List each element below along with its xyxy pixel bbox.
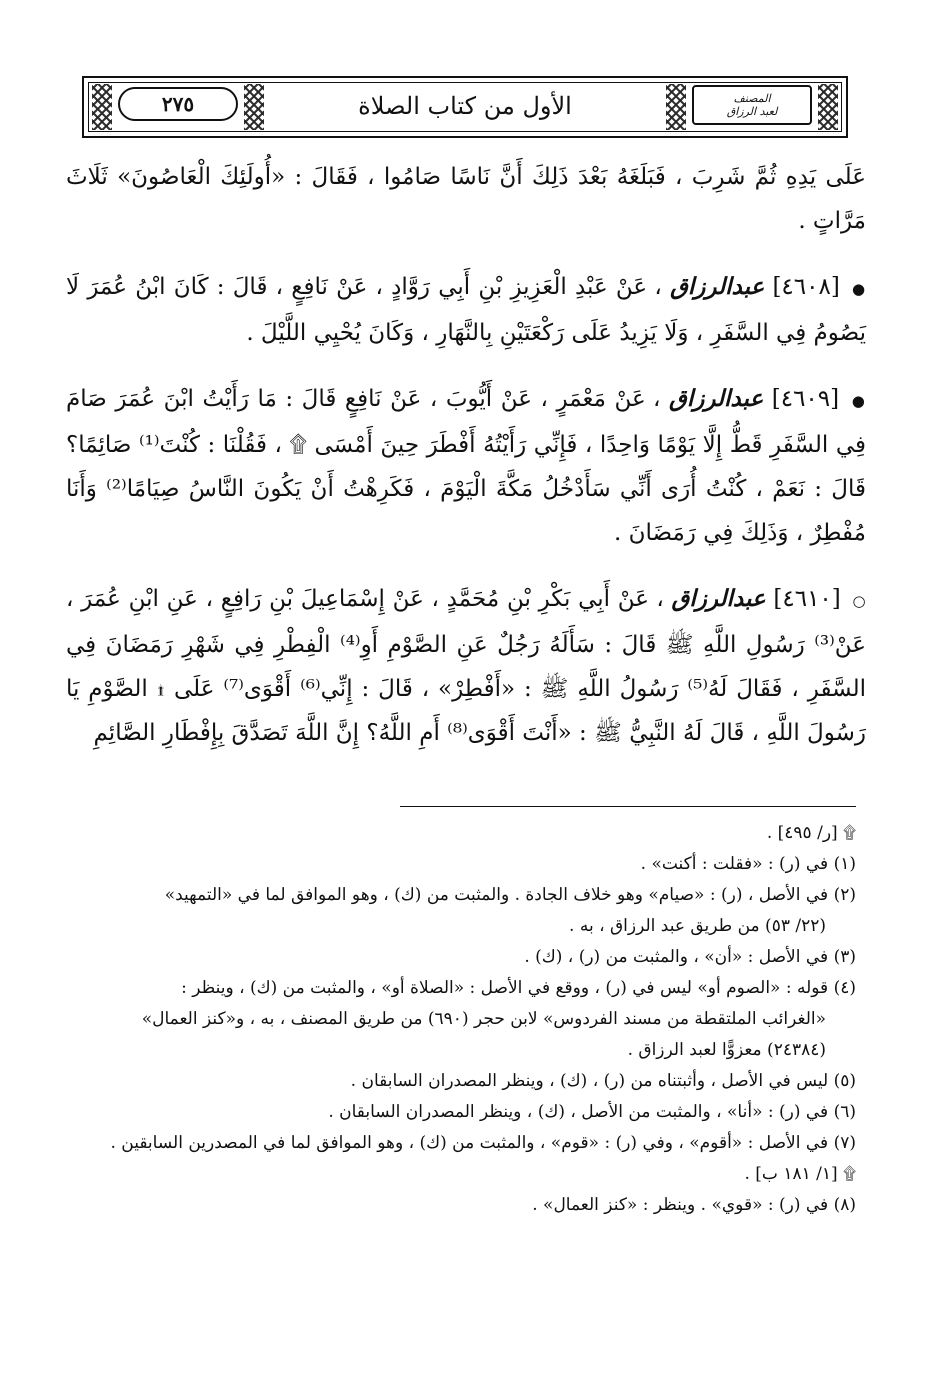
ring-icon: ○ — [852, 592, 867, 610]
hadith-number: [٤٦٠٩] — [771, 386, 840, 412]
footnote: (١) في (ر) : «فقلت : أكنت» . — [640, 854, 856, 874]
hadith-4609 — [66, 377, 866, 555]
page-header — [82, 76, 848, 138]
ornament-right-inner — [666, 84, 686, 130]
hadith-4610 — [66, 577, 866, 755]
narrator-name: عبدالرزاق — [669, 385, 764, 412]
footnote: (٦) في (ر) : «أنا» ، والمثبت من الأصل ، (ك) ، وينظر المصدران السابقان . — [328, 1102, 856, 1122]
footnotes — [74, 818, 856, 1221]
bullet-icon: ● — [852, 280, 867, 298]
ornament-right-outer — [818, 84, 838, 130]
hadith-4608 — [66, 265, 866, 355]
hadith-text: ، عَنْ عَبْدِ الْعَزِيزِ بْنِ أَبِي رَوَّادٍ ، عَنْ نَافِعٍ ، قَالَ : كَانَ ابْنُ عُمَرَ لَا يَصُومُ فِي السَّفَرِ ، وَلَا يَزِيدُ عَلَى رَكْعَتَيْنِ بِالنَّهَارِ ، وَكَانَ يُحْيِي اللَّيْلَ . — [66, 274, 866, 346]
ornament-left-inner — [244, 84, 264, 130]
footnote-continuation: «الغرائب الملتقطة من مسند الفردوس» لابن حجر (٦٩٠) من طريق المصنف ، به ، و«كنز العمال» — [141, 1009, 826, 1029]
main-text — [66, 155, 866, 777]
footnote: (٢) في الأصل ، (ر) : «صيام» وهو خلاف الجادة . والمثبت من (ك) ، وهو الموافق لما في «التمهيد» — [164, 885, 856, 905]
hadith-text: ، عَنْ مَعْمَرٍ ، عَنْ أَيُّوبَ ، عَنْ نَافِعٍ قَالَ : مَا رَأَيْتُ ابْنَ عُمَرَ صَامَ فِي السَّفَرِ قَطُّ إِلَّا يَوْمًا وَاحِدًا ، فَإِنِّي رَأَيْتُهُ أَفْطَرَ حِينَ أَمْسَى ۩ ، فَقُلْنَا : كُنْتَ⁽¹⁾ صَائِمًا؟ قَالَ : نَعَمْ ، كُنْتُ أُرَى أَنِّي سَأَدْخُلُ مَكَّةَ الْيَوْمَ ، فَكَرِهْتُ أَنْ يَكُونَ النَّاسُ صِيَامًا⁽²⁾ وَأَنَا مُفْطِرٌ ، وَذَلِكَ فِي رَمَضَانَ . — [66, 386, 866, 546]
book-logo — [692, 85, 812, 125]
footnote: (٨) في (ر) : «قوي» . وينظر : «كنز العمال» . — [532, 1195, 856, 1215]
ornament-left-outer — [92, 84, 112, 130]
logo-line-2: لعبد الرزاق — [726, 105, 778, 118]
footnote: ۩ [١/ ١٨١ ب] . — [744, 1164, 856, 1184]
footnote: (٣) في الأصل : «أن» ، والمثبت من (ر) ، (ك) . — [524, 947, 856, 967]
bullet-icon: ● — [851, 392, 867, 410]
hadith-text: ، عَنْ أَبِي بَكْرِ بْنِ مُحَمَّدٍ ، عَنْ إِسْمَاعِيلَ بْنِ رَافِعٍ ، عَنِ ابْنِ عُمَرَ ، عَنْ⁽³⁾ رَسُولِ اللَّهِ ﷺ قَالَ : سَأَلَهُ رَجُلٌ عَنِ الصَّوْمِ أَوِ⁽⁴⁾ الْفِطْرِ فِي شَهْرِ رَمَضَانَ فِي السَّفَرِ ، فَقَالَ لَهُ⁽⁵⁾ رَسُولُ اللَّهِ ﷺ : «أَفْطِرْ» ، قَالَ : إِنِّي⁽⁶⁾ أَقْوَى⁽⁷⁾ عَلَى ۩ الصَّوْمِ يَا رَسُولَ اللَّهِ ، قَالَ لَهُ النَّبِيُّ ﷺ : «أَنْتَ أَقْوَى⁽⁸⁾ أَمِ اللَّهُ؟ إِنَّ اللَّهَ تَصَدَّقَ بِإِفْطَارِ الصَّائِمِ — [66, 586, 866, 746]
running-title: الأول من كتاب الصلاة — [358, 92, 572, 120]
narrator-name: عبدالرزاق — [670, 273, 765, 300]
footnote-continuation: (٢٢/ ٥٣) من طريق عبد الرزاق ، به . — [569, 916, 826, 936]
footnote: ۩ [ر/ ٤٩٥] . — [766, 823, 856, 843]
footnote: (٤) قوله : «الصوم أو» ليس في (ر) ، ووقع في الأصل : «الصلاة أو» ، والمثبت من (ك) ، وينظر : — [181, 978, 856, 998]
page-number: ٢٧٥ — [118, 87, 238, 121]
hadith-number: [٤٦١٠] — [773, 586, 841, 612]
logo-line-1: المصنف — [733, 92, 771, 105]
footnote: (٧) في الأصل : «أقوم» ، وفي (ر) : «قوم» ، والمثبت من (ك) ، وهو الموافق لما في المصدرين السابقين . — [110, 1133, 856, 1153]
continued-paragraph — [66, 155, 866, 243]
narrator-name: عبدالرزاق — [671, 585, 766, 612]
footnote-divider — [400, 806, 856, 807]
continued-line-2: ثَلَاثَ مَرَّاتٍ . — [66, 164, 866, 234]
footnote: (٥) ليس في الأصل ، وأثبتناه من (ر) ، (ك) ، وينظر المصدران السابقان . — [350, 1071, 856, 1091]
continued-line-1: عَلَى يَدِهِ ثُمَّ شَرِبَ ، فَبَلَغَهُ بَعْدَ ذَلِكَ أَنَّ نَاسًا صَامُوا ، فَقَالَ : «أُولَئِكَ الْعَاصُونَ» — [117, 164, 866, 190]
hadith-number: [٤٦٠٨] — [772, 274, 840, 300]
footnote-continuation: (٢٤٣٨٤) معزوًّا لعبد الرزاق . — [627, 1040, 826, 1060]
